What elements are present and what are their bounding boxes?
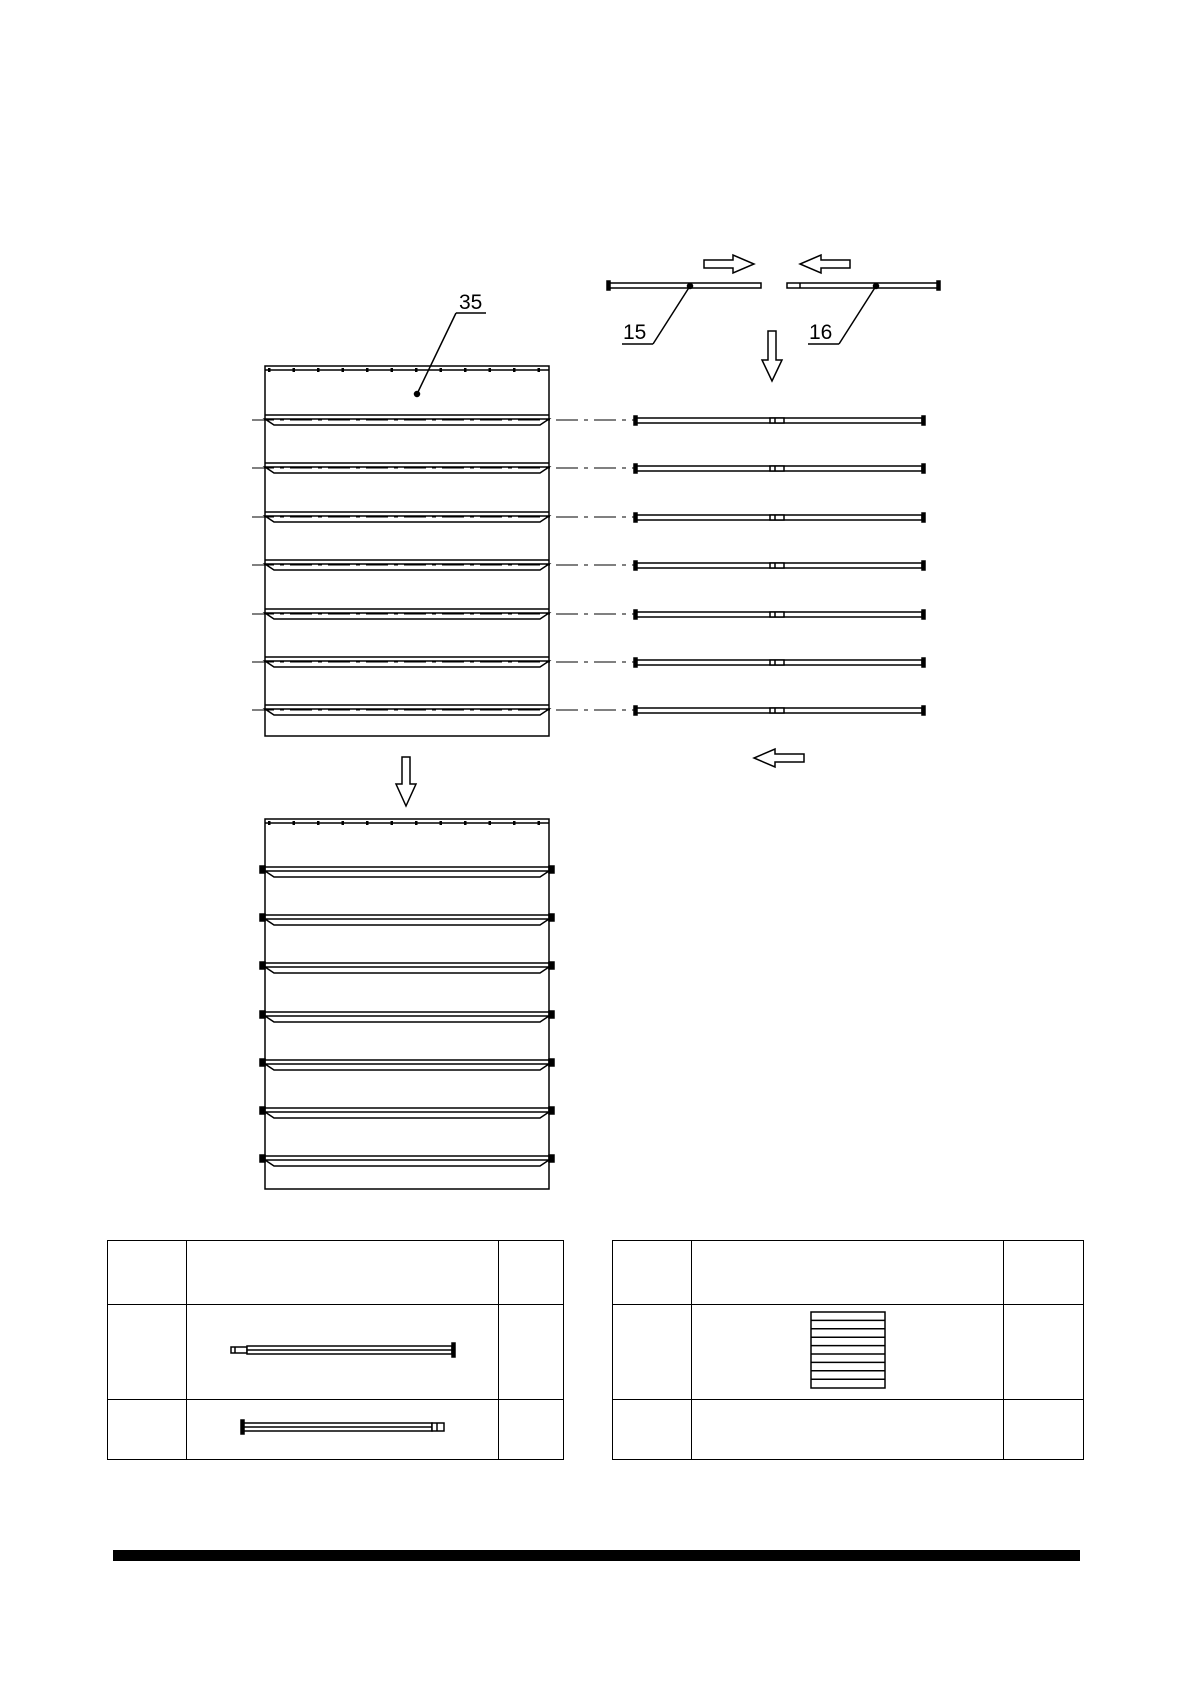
rail-rivet	[538, 821, 541, 825]
end-clip	[549, 1059, 554, 1066]
part-number-cell	[613, 1305, 692, 1400]
rail-rivet	[538, 368, 541, 372]
rail-rivet	[489, 821, 492, 825]
end-clip	[549, 1011, 554, 1018]
quantity-cell	[1004, 1400, 1084, 1460]
rail-rivet	[317, 368, 320, 372]
end-clip	[260, 1155, 265, 1162]
rail-rivet	[268, 368, 271, 372]
arrow-left-icon	[800, 255, 850, 273]
rail-rivet	[342, 821, 345, 825]
slat	[260, 914, 554, 925]
rail-rivet	[464, 821, 467, 825]
leader-line-16	[839, 286, 876, 344]
rail-rivet	[391, 821, 394, 825]
arrow-left-lower-icon	[754, 749, 804, 767]
assembled-rod	[634, 610, 925, 619]
rail-rivet	[464, 368, 467, 372]
end-clip	[260, 1011, 265, 1018]
arrow-right-icon	[704, 255, 754, 273]
rail-rivet	[366, 821, 369, 825]
assembled-rod	[634, 706, 925, 715]
header-cell-quantity	[499, 1241, 564, 1305]
slatted-panel-icon	[808, 1309, 888, 1391]
rail-rivet	[342, 368, 345, 372]
slat	[260, 1059, 554, 1070]
end-clip	[260, 962, 265, 969]
table-header-row	[613, 1241, 1084, 1305]
header-cell-part	[692, 1241, 1004, 1305]
part-image-cell	[692, 1305, 1004, 1400]
end-clip	[260, 866, 265, 873]
header-cell-quantity	[1004, 1241, 1084, 1305]
table-row	[613, 1305, 1084, 1400]
assembled-rod	[634, 513, 925, 522]
part-image-cell	[187, 1400, 499, 1460]
short-rod-icon	[238, 1417, 448, 1437]
rod-16	[787, 281, 940, 290]
part-number-cell	[108, 1400, 187, 1460]
header-cell-number	[613, 1241, 692, 1305]
label-35: 35	[459, 291, 483, 314]
quantity-cell	[499, 1400, 564, 1460]
table-row	[108, 1305, 564, 1400]
header-cell-number	[108, 1241, 187, 1305]
parts-table-right	[612, 1240, 1084, 1460]
part-number-cell	[613, 1400, 692, 1460]
quantity-cell	[1004, 1305, 1084, 1400]
end-clip	[549, 962, 554, 969]
leader-line-15	[653, 286, 690, 344]
assembled-rod	[634, 464, 925, 473]
page-bottom-rule	[113, 1550, 1080, 1561]
rail-rivet	[415, 368, 418, 372]
end-clip	[549, 914, 554, 921]
rail-rivet	[366, 368, 369, 372]
arrow-down-icon	[762, 331, 782, 381]
end-clip	[260, 1107, 265, 1114]
part-image-cell	[692, 1400, 1004, 1460]
rail-rivet	[513, 368, 516, 372]
table-row	[613, 1400, 1084, 1460]
rod-column	[634, 416, 925, 715]
rail-rivet	[293, 368, 296, 372]
end-clip	[549, 1155, 554, 1162]
slat	[260, 1155, 554, 1166]
rail-rivet	[317, 821, 320, 825]
header-cell-part	[187, 1241, 499, 1305]
rail-rivet	[391, 368, 394, 372]
table-row	[108, 1400, 564, 1460]
label-15: 15	[623, 321, 647, 344]
rail-rivet	[440, 368, 443, 372]
end-clip	[549, 1107, 554, 1114]
rail-rivet	[513, 821, 516, 825]
long-rod-icon	[228, 1340, 458, 1360]
end-clip	[260, 914, 265, 921]
arrow-down-panel-icon	[396, 757, 416, 806]
table-header-row	[108, 1241, 564, 1305]
part-number-cell	[108, 1305, 187, 1400]
slat	[260, 1107, 554, 1118]
panel-upper	[252, 313, 636, 736]
slat	[260, 1011, 554, 1022]
parts-table-left	[107, 1240, 564, 1460]
assembled-rod	[634, 416, 925, 425]
rail-rivet	[293, 821, 296, 825]
rail-rivet	[268, 821, 271, 825]
rail-rivet	[489, 368, 492, 372]
rod-pair-top	[607, 255, 940, 381]
quantity-cell	[499, 1305, 564, 1400]
assembled-rod	[634, 658, 925, 667]
rail-rivet	[415, 821, 418, 825]
part-image-cell	[187, 1305, 499, 1400]
slat	[260, 962, 554, 973]
panel-lower	[260, 819, 554, 1189]
end-clip	[260, 1059, 265, 1066]
label-16: 16	[809, 321, 833, 344]
rail-rivet	[440, 821, 443, 825]
assembled-rod	[634, 561, 925, 570]
rod-15	[607, 281, 761, 290]
end-clip	[549, 866, 554, 873]
slat	[260, 866, 554, 877]
